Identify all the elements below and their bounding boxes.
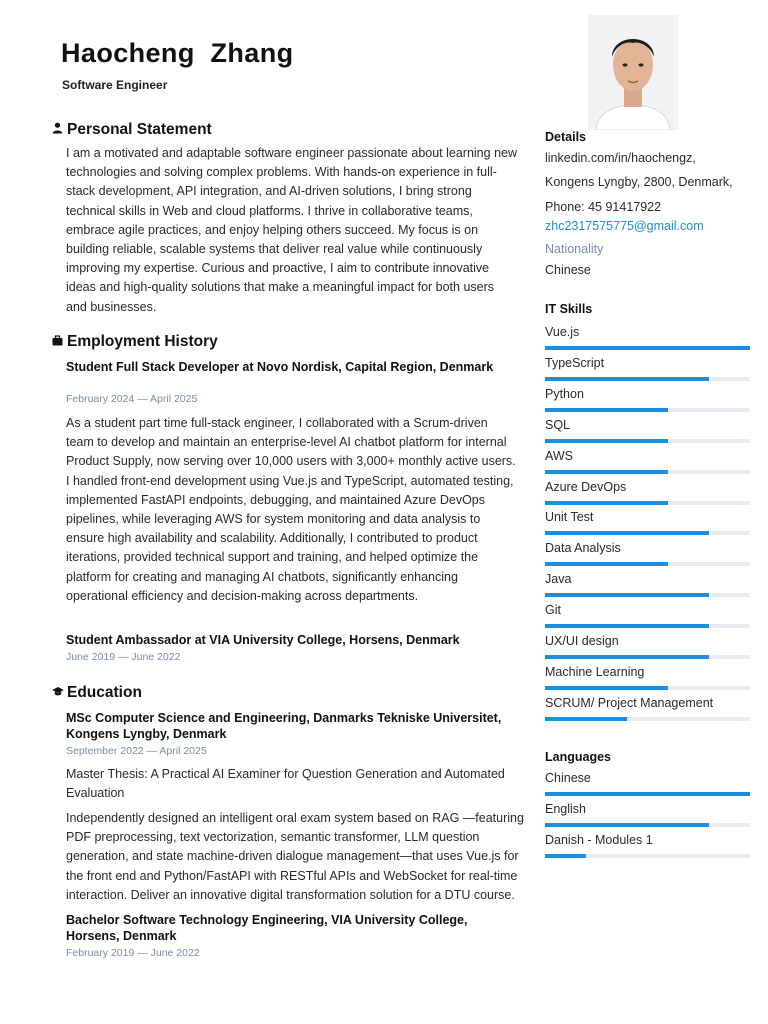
skill-level-track [545,346,750,350]
graduation-cap-icon [52,684,66,702]
skill-level-track [545,562,750,566]
section-personal-statement [52,121,212,139]
job-description-novo: As a student part time full-stack engineer, I collaborated with a Scrum-driven team to develop and maintain an enterprise-level AI chatbot platform for internal Product Supply, now serving over 10,000 users with 3,000+ monthly active users. I handled front-end development using Vue.js and TypeScript, automated testing, implemented FastAPI endpoints, debugging, and maintained Azure DevOps pipelines, while leveraging AWS for system monitoring and data analysis to ensure high availability and scalability. Additionally, I contributed to product iterations, provided technical support and training, and helped optimize the platform for creating and managing AI chatbots, significantly enhancing operational efficiency and decision-making across departments. [66,416,516,603]
education-dates-via: February 2019 — June 2022 [66,947,200,959]
language-name: English [545,802,586,816]
language-level-track [545,823,750,827]
skill-item [545,541,750,571]
education-description-dtu: Independently designed an intelligent oral exam system based on RAG —featuring PDF preprocessing, text vectorization, semantic transformer, LLM question generation, and state machine-driven dialogue management—that uses Vue.js for the front end and Python/FastAPI with RESTful APIs and WebSocket for real-time interaction. Deliver an innovative digital transformation solution for a DTU course. [66,811,524,902]
address-text: Kongens Lyngby, 2800, Denmark, [545,175,733,189]
job-title-novo: Student Full Stack Developer at Novo Nordisk, Capital Region, Denmark [66,360,494,374]
skill-item [545,418,750,448]
skill-level-bar [545,655,709,659]
skill-name: Python [545,386,584,401]
resume-name: Haocheng Zhang [61,38,294,68]
job-title: Software Engineer [62,78,168,92]
skill-name: Azure DevOps [545,479,627,494]
skill-level-bar [545,346,750,350]
job-dates-novo: February 2024 — April 2025 [66,393,198,405]
skill-name: TypeScript [545,355,605,370]
section-title: Education [67,684,142,701]
skill-level-bar [545,686,668,690]
skill-name: Data Analysis [545,541,621,556]
skill-level-bar [545,593,709,597]
section-education [52,684,142,702]
skill-item [545,356,750,386]
language-level-track [545,792,750,796]
skill-level-bar [545,408,668,412]
section-employment-history [52,333,218,351]
language-item [545,802,750,832]
linkedin-link[interactable]: linkedin.com/in/haochengz, [545,151,696,165]
skill-item [545,480,750,510]
skill-name: SQL [545,417,571,432]
skill-level-track [545,593,750,597]
skill-item [545,387,750,417]
briefcase-icon [52,333,66,351]
skill-level-bar [545,562,668,566]
education-dates-dtu: September 2022 — April 2025 [66,745,207,757]
education-title-dtu: MSc Computer Science and Engineering, Danmarks Tekniske Universitet, Kongens Lyngby, Denmark [66,711,502,741]
skill-level-track [545,624,750,628]
skill-item [545,696,750,726]
profile-photo [588,15,678,130]
language-item [545,833,750,863]
skill-item [545,572,750,602]
phone-text: Phone: 45 91417922 [545,200,662,214]
skill-name: AWS [545,448,574,463]
skill-item [545,665,750,695]
skill-item [545,510,750,540]
section-title: Personal Statement [67,121,212,138]
language-item [545,771,750,801]
language-name: Chinese [545,771,591,785]
skill-level-track [545,439,750,443]
language-level-bar [545,792,750,796]
skill-item [545,634,750,664]
skill-level-bar [545,377,709,381]
skill-level-track [545,686,750,690]
language-level-track [545,854,750,858]
nationality-value: Chinese [545,263,591,277]
skill-name: Machine Learning [545,664,645,679]
education-title-via: Bachelor Software Technology Engineering, VIA University College, Horsens, Denmark [66,913,468,943]
skill-level-track [545,470,750,474]
skill-name: UX/UI design [545,634,619,648]
skill-name: Java [545,572,572,587]
skill-name: SCRUM/ Project Management [545,695,714,710]
skill-level-track [545,408,750,412]
skill-level-track [545,531,750,535]
skill-name: Vue.js [545,325,580,339]
job-dates-via: June 2019 — June 2022 [66,651,181,663]
skill-level-track [545,717,750,721]
it-skills-heading: IT Skills [545,302,593,316]
skill-level-bar [545,470,668,474]
skill-level-bar [545,624,709,628]
email-link[interactable]: zhc2317575775@gmail.com [545,219,704,233]
nationality-label: Nationality [545,242,604,256]
details-heading: Details [545,130,586,144]
skill-item [545,603,750,633]
skill-level-track [545,501,750,505]
languages-heading: Languages [545,750,611,764]
skill-item [545,449,750,479]
skill-name: Unit Test [545,510,594,525]
portrait-image [588,15,678,130]
section-title: Employment History [67,333,218,350]
job-title-via: Student Ambassador at VIA University College, Horsens, Denmark [66,633,460,647]
language-level-bar [545,854,586,858]
language-name: Danish - Modules 1 [545,833,653,847]
skill-level-track [545,655,750,659]
skill-level-bar [545,439,668,443]
education-thesis-dtu: Master Thesis: A Practical AI Examiner for Question Generation and Automated Evaluation [66,767,505,801]
skill-item [545,325,750,355]
language-level-bar [545,823,709,827]
skill-level-bar [545,717,627,721]
skill-level-bar [545,531,709,535]
skill-level-bar [545,501,668,505]
skill-name: Git [545,603,561,618]
personal-statement-text: I am a motivated and adaptable software engineer passionate about learning new technologies and solving complex problems. With hands-on experience in full-stack development, API integration, and AI-driven solutions, I bring strong technical skills in Web and cloud platforms. I thrive in collaborative teams, embrace agile practices, and enjoy helping others succeed. My focus is on building reliable, scalable systems that deliver real value while continuously improving my expertise. Curious and proactive, I aim to contribute innovative ideas and high-quality solutions that make a meaningful impact for both users and businesses. [66,146,517,314]
skill-level-track [545,377,750,381]
person-icon [52,121,66,139]
